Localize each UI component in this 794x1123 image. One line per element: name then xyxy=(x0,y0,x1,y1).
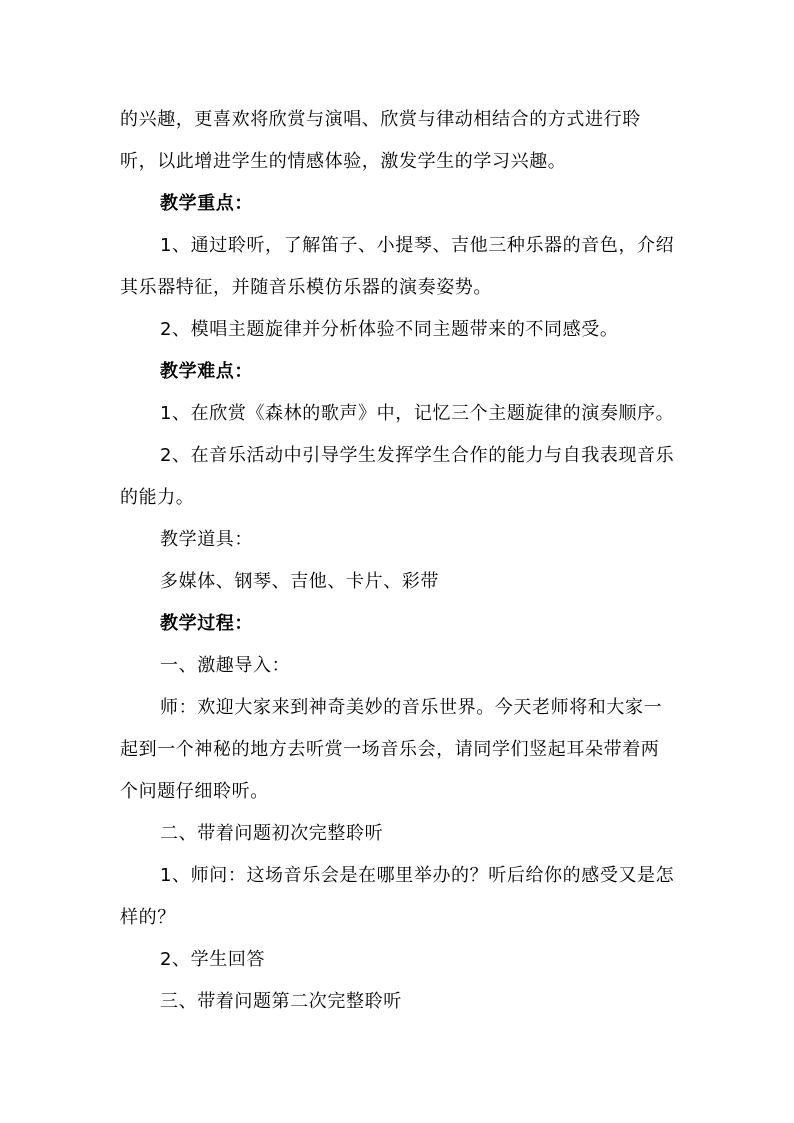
paragraph-line: 师：欢迎大家来到神奇美妙的音乐世界。今天老师将和大家一 xyxy=(160,697,663,718)
paragraph-line: 起到一个神秘的地方去听赏一场音乐会，请同学们竖起耳朵带着两 xyxy=(120,739,660,760)
paragraph-line: 的兴趣，更喜欢将欣赏与演唱、欣赏与律动相结合的方式进行聆 xyxy=(120,109,641,130)
paragraph-line: 其乐器特征，并随音乐模仿乐器的演奏姿势。 xyxy=(120,277,492,298)
section-heading-key-points: 教学重点： xyxy=(160,193,253,214)
paragraph-line: 多媒体、钢琴、吉他、卡片、彩带 xyxy=(160,571,439,592)
paragraph-line: 2、学生回答 xyxy=(160,949,266,970)
paragraph-line: 2、在音乐活动中引导学生发挥学生合作的能力与自我表现音乐 xyxy=(160,445,675,466)
paragraph-line: 一、激趣导入： xyxy=(160,655,291,676)
paragraph-line: 听，以此增进学生的情感体验，激发学生的学习兴趣。 xyxy=(120,151,567,172)
paragraph-line: 的能力。 xyxy=(120,487,195,508)
paragraph-line: 样的？ xyxy=(120,907,176,928)
paragraph-line: 二、带着问题初次完整聆听 xyxy=(160,823,384,844)
section-heading-props: 教学道具： xyxy=(160,529,253,550)
paragraph-line: 2、模唱主题旋律并分析体验不同主题带来的不同感受。 xyxy=(160,319,619,340)
section-heading-difficulties: 教学难点： xyxy=(160,361,253,382)
paragraph-line: 1、通过聆听，了解笛子、小提琴、吉他三种乐器的音色，介绍 xyxy=(160,235,675,256)
paragraph-line: 三、带着问题第二次完整聆听 xyxy=(160,991,402,1012)
paragraph-line: 个问题仔细聆听。 xyxy=(120,781,269,802)
paragraph-line: 1、师问：这场音乐会是在哪里举办的？听后给你的感受又是怎 xyxy=(160,865,675,886)
section-heading-process: 教学过程： xyxy=(160,613,253,634)
paragraph-line: 1、在欣赏《森林的歌声》中，记忆三个主题旋律的演奏顺序。 xyxy=(160,403,675,424)
